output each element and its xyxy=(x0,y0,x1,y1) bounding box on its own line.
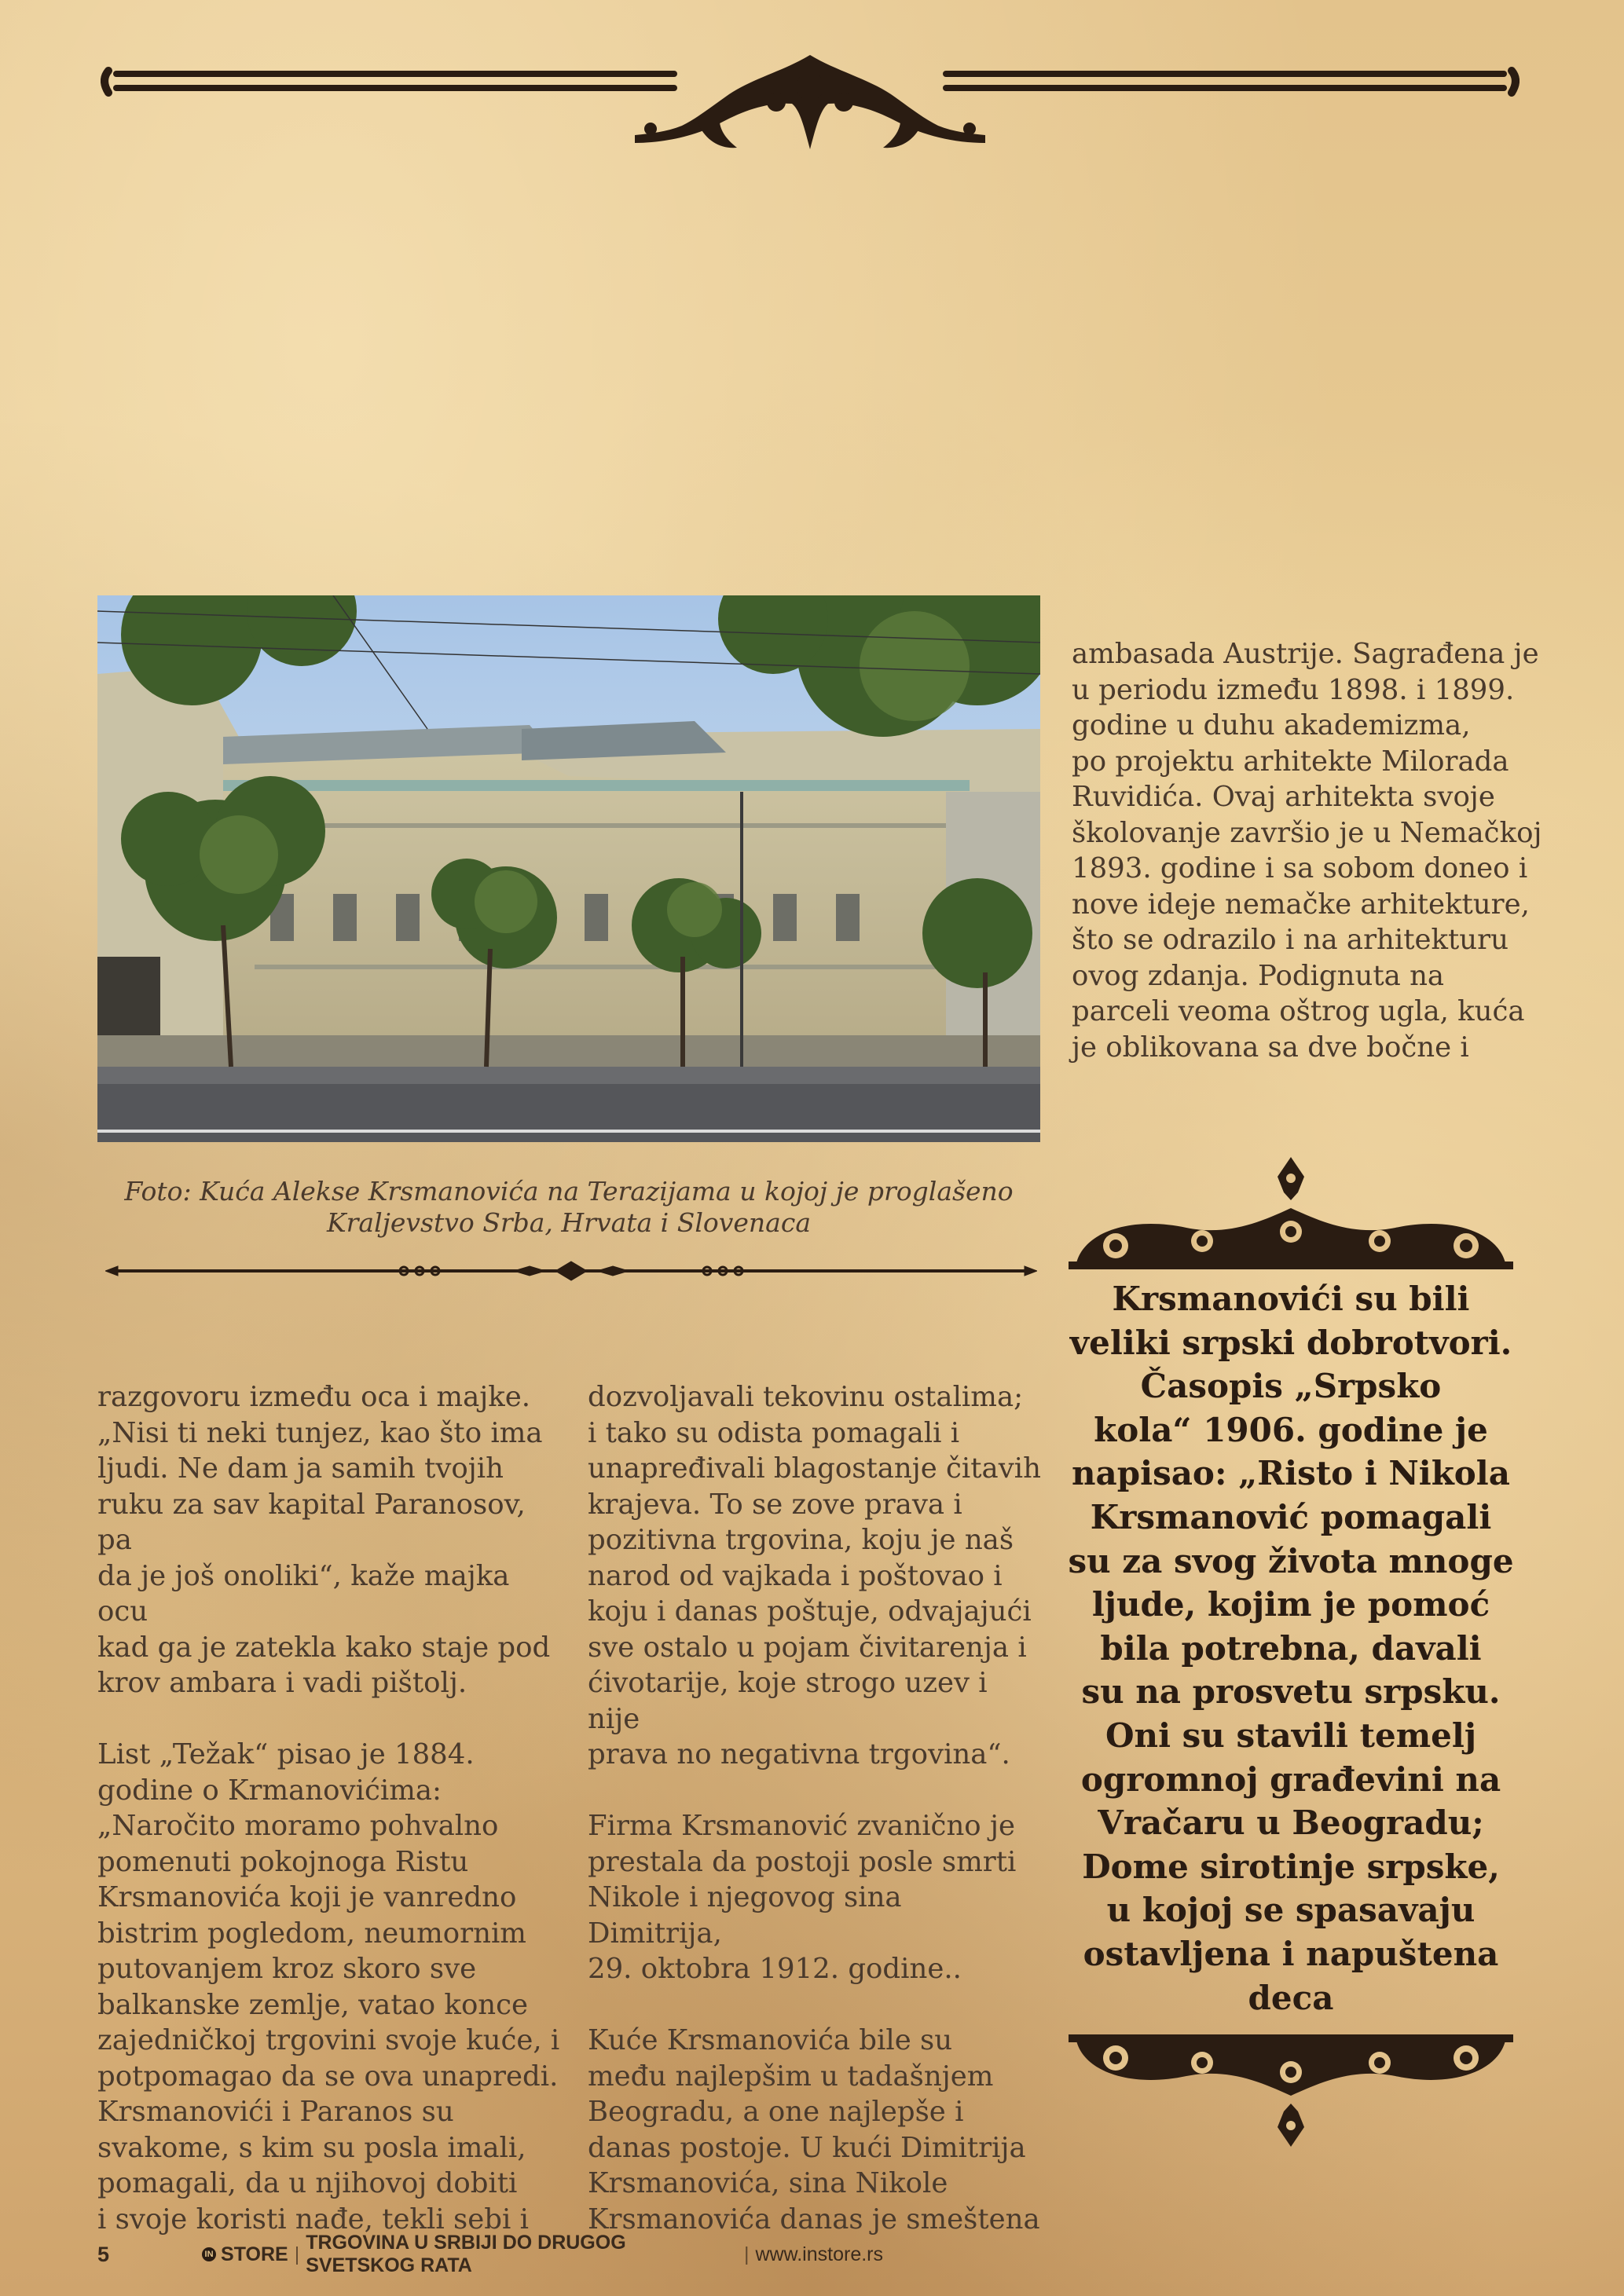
footer-url[interactable]: www.instore.rs xyxy=(755,2243,883,2265)
building-photo xyxy=(97,595,1040,1142)
caption-divider-ornament xyxy=(105,1255,1037,1287)
article-text-column-1: razgovoru između oca i majke. „Nisi ti neki tunjez, kao što ima ljudi. Ne dam ja samih tvojih ruku za sav kapital Paranosov, pa da je još onoliki“, kaže majka ocu kad ga je zatekla kako staje pod krov ambara i vadi pištolj. List „Težak“ pisao je 1884. godine o Krmanovićima: „Naročito moramo pohvalno pomenuti pokojnoga Ristu Krsmanovića koji je vanredno bistrim pogledom, neumornim putovanjem kroz skoro sve balkanske zemlje, vatao konce zajedničkoj trgovini svoje kuće, i potpomagao da se ova unapredi. Krsmanovići i Paranos su svakome, s kim su posla imali, pomagali, da u njihovoj dobiti i svoje koristi nađe, tekli sebi i xyxy=(97,1381,560,2236)
quote-bottom-ornament xyxy=(1069,2033,1513,2151)
photo-caption-line-2: Kraljevstvo Srba, Hrvata i Slovenaca xyxy=(326,1207,812,1238)
footer-separator: | xyxy=(743,2243,750,2265)
page-number: 5 xyxy=(97,2242,110,2266)
page-footer xyxy=(97,2232,883,2276)
pull-quote xyxy=(1065,1277,1516,2020)
top-ornament-border xyxy=(101,47,1520,173)
photo-caption-line-1: Foto: Kuća Alekse Krsmanovića na Terazijama u kojoj je proglašeno xyxy=(124,1176,1014,1207)
quote-top-ornament xyxy=(1069,1153,1513,1271)
article-text-column-2: dozvoljavali tekovinu ostalima; i tako su odista pomagali i unapređivali blagostanje čitavih krajeva. To se zove prava i pozitivna trgovina, koju je naš narod od vajkada i poštovao i koju i danas poštuje, odvajajući sve ostalo u pojam čivitarenja i ćivotarije, koje strogo uzev i nije prava no negativna trgovina“. Firma Krsmanović zvanično je prestala da postoji posle smrti Nikole i njegovog sina Dimitrija, 29. oktobra 1912. godine.. Kuće Krsmanovića bile su među najlepšim u tadašnjem Beogradu, a one najlepše i danas postoje. U kući Dimitrija Krsmanovića, sina Nikole Krsmanovića danas je smeštena xyxy=(588,1381,1041,2236)
pull-quote-text: Krsmanovići su bili veliki srpski dobrotvori. Časopis „Srpsko kola“ 1906. godine je napisao: „Risto i Nikola Krsmanović pomagali su za svog života mnoge ljude, kojim je pomoć bila potrebna, davali su na prosvetu srpsku. Oni su stavili temelj ogromnoj građevini na Vračaru u Beogradu; Dome sirotinje srpske, u kojoj se spasavaju ostavljena i napuštena deca xyxy=(1068,1280,1514,2017)
footer-separator: | xyxy=(294,2243,300,2265)
instore-logo-mark: IN xyxy=(202,2247,216,2261)
photo-caption xyxy=(97,1176,1040,1239)
instore-brand: STORE xyxy=(221,2243,288,2265)
footer-title: TRGOVINA U SRBIJI DO DRUGOG SVETSKOG RATA xyxy=(306,2232,626,2276)
instore-logo xyxy=(202,2243,288,2266)
article-text-top-right: ambasada Austrije. Sagrađena je u periodu između 1898. i 1899. godine u duhu akademizma, po projektu arhitekte Milorada Ruvidića. Ovaj arhitekta svoje školovanje završio je u Nemačkoj 1893. godine i sa sobom doneo i nove ideje nemačke arhitekture, što se odrazilo i na arhitekturu ovog zdanja. Podignuta na parceli veoma oštrog ugla, kuća je oblikovana sa dve bočne i xyxy=(1072,638,1542,1064)
